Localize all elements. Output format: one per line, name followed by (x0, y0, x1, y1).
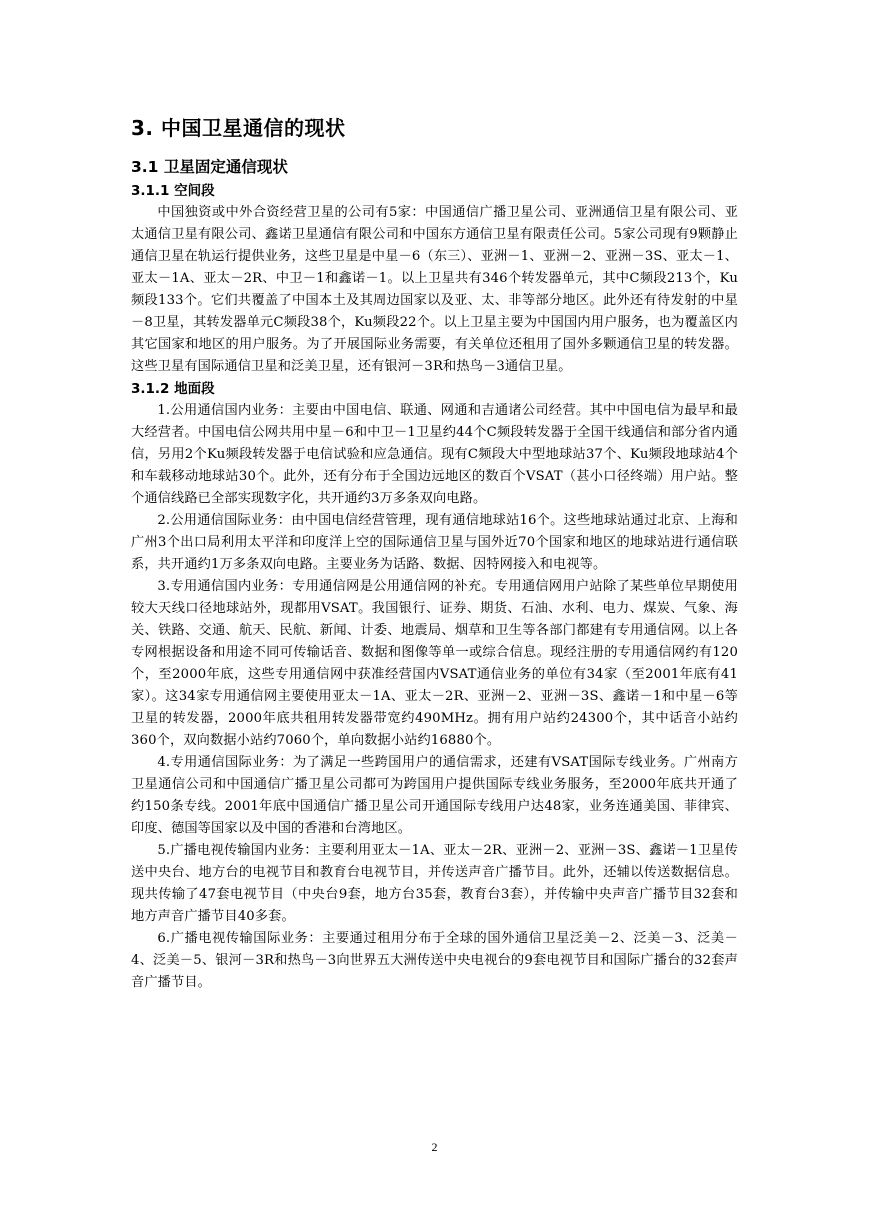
paragraph: 4.专用通信国际业务：为了满足一些跨国用户的通信需求，还建有VSAT国际专线业务。广州南方卫星通信公司和中国通信广播卫星公司都可为跨国用户提供国际专线业务服务，至2000年底共开通了约150条专线。2001年底中国通信广播卫星公司开通国际专线用户达48家，业务连通美国、菲律宾、印度、德国等国家以及中国的香港和台湾地区。 (131, 755, 738, 836)
paragraph: 1.公用通信国内业务：主要由中国电信、联通、网通和吉通诸公司经营。其中中国电信为最早和最大经营者。中国电信公网共用中星－6和中卫－1卫星约44个C频段转发器于全国干线通信和部分省内通信，另用2个Ku频段转发器于电信试验和应急通信。现有C频段大中型地球站37个、Ku频段地球站4个和车载移动地球站30个。此外，还有分布于全国边远地区的数百个VSAT（甚小口径终端）用户站。整个通信线路已全部实现数字化，共开通约3万多条双向电路。 (131, 403, 738, 506)
paragraph: 2.公用通信国际业务：由中国电信经营管理，现有通信地球站16个。这些地球站通过北京、上海和广州3个出口局利用太平洋和印度洋上空的国际通信卫星与国外近70个国家和地区的地球站进行通信联系，共开通约1万多条双向电路。主要业务为话路、数据、因特网接入和电视等。 (131, 513, 738, 572)
subsection-heading-space-segment: 3.1.1 空间段 (131, 183, 215, 199)
page-content (131, 114, 738, 994)
paragraph: 6.广播电视传输国际业务：主要通过租用分布于全球的国外通信卫星泛美－2、泛美－3、泛美－4、泛美－5、银河－3R和热鸟－3向世界五大洲传送中央电视台的9套电视节目和国际广播台的32套声音广播节目。 (131, 931, 738, 990)
paragraph: 5.广播电视传输国内业务：主要利用亚太－1A、亚太－2R、亚洲－2、亚洲－3S、鑫诺－1卫星传送中央台、地方台的电视节目和教育台电视节目，并传送声音广播节目。此外，还辅以传送数据信息。现共传输了47套电视节目（中央台9套，地方台35套，教育台3套），并传输中央声音广播节目32套和地方声音广播节目40多套。 (131, 843, 738, 924)
paragraph: 3.专用通信国内业务：专用通信网是公用通信网的补充。专用通信网用户站除了某些单位早期使用较大天线口径地球站外，现都用VSAT。我国银行、证券、期货、石油、水利、电力、煤炭、气象、海关、铁路、交通、航天、民航、新闻、计委、地震局、烟草和卫生等各部门都建有专用通信网。以上各专网根据设备和用途不同可传输话音、数据和图像等单一或综合信息。现经注册的专用通信网约有120个，至2000年底，这些专用通信网中获准经营国内VSAT通信业务的单位有34家（至2001年底有41家）。这34家专用通信网主要使用亚太－1A、亚太－2R、亚洲－2、亚洲－3S、鑫诺－1和中星－6等卫星的转发器，2000年底共租用转发器带宽约490MHz。拥有用户站约24300个，其中话音小站约360个，双向数据小站约7060个，单向数据小站约16880个。 (131, 579, 738, 748)
paragraph: 中国独资或中外合资经营卫星的公司有5家：中国通信广播卫星公司、亚洲通信卫星有限公司、亚太通信卫星有限公司、鑫诺卫星通信有限公司和中国东方通信卫星有限责任公司。5家公司现有9颗静止通信卫星在轨运行提供业务，这些卫星是中星－6（东三）、亚洲－1、亚洲－2、亚洲－3S、亚太－1、亚太－1A、亚太－2R、中卫－1和鑫诺－1。以上卫星共有346个转发器单元，其中C频段213个，Ku频段133个。它们共覆盖了中国本土及其周边国家以及亚、太、非等部分地区。此外还有待发射的中星－8卫星，其转发器单元C频段38个，Ku频段22个。以上卫星主要为中国国内用户服务，也为覆盖区内其它国家和地区的用户服务。为了开展国际业务需要，有关单位还租用了国外多颗通信卫星的转发器。这些卫星有国际通信卫星和泛美卫星，还有银河－3R和热鸟－3通信卫星。 (131, 205, 738, 374)
chapter-heading: 3. 中国卫星通信的现状 (131, 116, 346, 140)
section-heading: 3.1 卫星固定通信现状 (131, 158, 288, 176)
page-number: 2 (431, 1140, 438, 1154)
subsection-heading-ground-segment: 3.1.2 地面段 (131, 381, 215, 397)
